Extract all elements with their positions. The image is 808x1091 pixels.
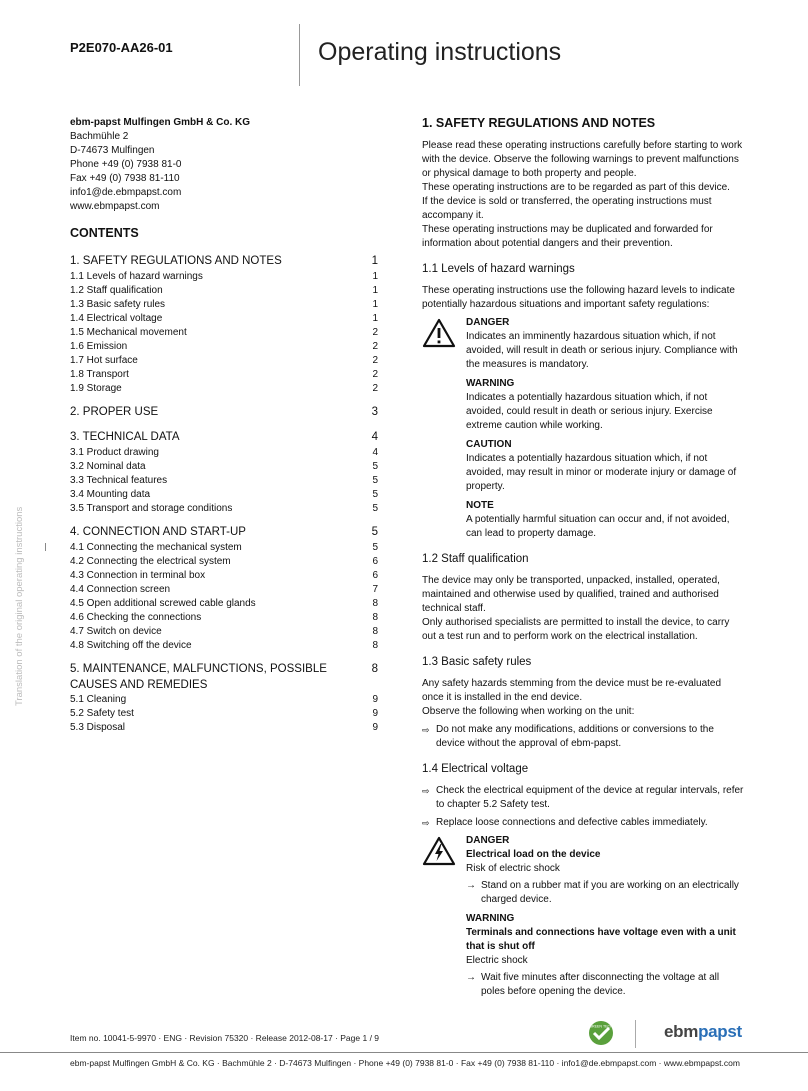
toc-page: 1 — [372, 285, 378, 296]
toc-page: 6 — [372, 570, 378, 581]
paragraph: These operating instructions may be duplicated and forwarded for information about potential dangers and their prevention. — [422, 224, 713, 249]
toc-page: 1 — [372, 271, 378, 282]
toc-item[interactable] — [70, 707, 378, 721]
toc-item[interactable] — [70, 488, 378, 502]
bullet-text: Do not make any modifications, additions or conversions to the device without the approval of ebm-papst. — [436, 724, 714, 749]
toc-page: 4 — [371, 431, 378, 443]
toc-item-title: 5.1 Cleaning — [70, 694, 127, 705]
header-divider — [299, 24, 300, 86]
toc-page: 8 — [372, 612, 378, 623]
paragraph: The device may only be transported, unpacked, installed, operated, maintained and otherwise used by qualified, trained and authorised technical staff. — [422, 575, 720, 614]
toc-section-title: 2. PROPER USE — [70, 406, 159, 418]
toc-item[interactable] — [70, 340, 378, 354]
toc-page: 9 — [372, 708, 378, 719]
toc-page: 2 — [372, 355, 378, 366]
address-line: Phone +49 (0) 7938 81-0 — [70, 159, 182, 170]
toc-item-title: 4.5 Open additional screwed cable glands — [70, 598, 256, 609]
toc-page: 7 — [372, 584, 378, 595]
toc-page: 5 — [371, 526, 378, 538]
toc-item-title: 3.4 Mounting data — [70, 489, 151, 500]
paragraph: If the device is sold or transferred, the operating instructions must accompany it. — [422, 196, 712, 221]
toc-section[interactable] — [70, 405, 378, 421]
toc-item-title: 5.3 Disposal — [70, 722, 126, 733]
toc-page: 5 — [372, 475, 378, 486]
company-address — [70, 116, 378, 214]
toc-section-title: 3. TECHNICAL DATA — [70, 431, 180, 443]
toc-item-title: 1.8 Transport — [70, 369, 129, 380]
toc-page: 1 — [372, 313, 378, 324]
warning-triangle-icon — [422, 318, 456, 348]
hazard-label-caution: CAUTION — [466, 439, 512, 450]
toc-item[interactable] — [70, 368, 378, 382]
toc-item[interactable] — [70, 693, 378, 707]
toc-item[interactable] — [70, 502, 378, 516]
action-step — [466, 879, 744, 907]
toc-item[interactable] — [70, 611, 378, 625]
logo-divider — [635, 1020, 636, 1048]
right-arrow-icon: → — [466, 880, 476, 891]
ebmpapst-logo[interactable] — [664, 1022, 742, 1042]
toc-item-title: 4.7 Switch on device — [70, 626, 162, 637]
toc-page: 8 — [372, 598, 378, 609]
toc-page: 5 — [372, 461, 378, 472]
toc-page: 5 — [372, 503, 378, 514]
side-mark — [45, 543, 46, 551]
logo-ebm: ebm — [664, 1022, 699, 1041]
toc-page: 8 — [372, 626, 378, 637]
toc-item[interactable] — [70, 460, 378, 474]
action-text: Stand on a rubber mat if you are working on an electrically charged device. — [481, 880, 739, 905]
toc-page: 4 — [372, 447, 378, 458]
toc-item-title: 4.3 Connection in terminal box — [70, 570, 206, 581]
toc-item[interactable] — [70, 555, 378, 569]
toc-item-title: 1.5 Mechanical movement — [70, 327, 187, 338]
subsection-heading: 1.1 Levels of hazard warnings — [422, 263, 575, 275]
bullet-text: Check the electrical equipment of the device at regular intervals, refer to chapter 5.2 Safety test. — [436, 785, 744, 810]
toc-item[interactable] — [70, 625, 378, 639]
toc-section-title: 5. MAINTENANCE, MALFUNCTIONS, POSSIBLE — [70, 663, 327, 675]
paragraph: Observe the following when working on the unit: — [422, 706, 635, 717]
toc-item[interactable] — [70, 597, 378, 611]
action-text: Wait five minutes after disconnecting the voltage at all poles before opening the device. — [481, 972, 720, 997]
toc-item-title: 1.2 Staff qualification — [70, 285, 163, 296]
paragraph: Please read these operating instructions carefully before starting to work with the device. Observe the following warnings to prevent malfunctions or physical damage to both property and people. — [422, 140, 743, 179]
toc-page: 2 — [372, 383, 378, 394]
toc-item-title: 1.9 Storage — [70, 383, 122, 394]
toc — [70, 254, 378, 735]
address-line: Bachmühle 2 — [70, 131, 129, 142]
right-arrow-icon: → — [466, 972, 476, 983]
toc-page: 2 — [372, 341, 378, 352]
hazard-title: Terminals and connections have voltage even with a unit that is shut off — [466, 927, 736, 952]
address-line: www.ebmpapst.com — [70, 201, 160, 212]
footer-divider — [0, 1052, 808, 1053]
hazard-text: Indicates an imminently hazardous situation which, if not avoided, will result in death or serious injury. Compliance with the measures is mandatory. — [466, 331, 738, 370]
toc-item[interactable] — [70, 639, 378, 653]
toc-item[interactable] — [70, 382, 378, 396]
toc-item[interactable] — [70, 354, 378, 368]
hazard-label-note: NOTE — [466, 500, 494, 511]
right-column — [422, 116, 744, 1002]
toc-item-title: 4.4 Connection screen — [70, 584, 171, 595]
hazard-label-warning: WARNING — [466, 913, 515, 924]
toc-item-title: 1.3 Basic safety rules — [70, 299, 166, 310]
toc-section[interactable] — [70, 254, 378, 270]
contents-heading: CONTENTS — [70, 226, 139, 240]
toc-item-title: 5.2 Safety test — [70, 708, 134, 719]
footer-address-line: ebm-papst Mulfingen GmbH & Co. KG · Bachmühle 2 · D-74673 Mulfingen · Phone +49 (0) 7938 81-0 · Fax +49 (0) 7938 81-110 · info1@de.ebmpapst.com · www.ebmpapst.com — [70, 1058, 740, 1068]
electric-shock-icon — [422, 836, 456, 866]
paragraph: These operating instructions use the following hazard levels to indicate potentially hazardous situations and important safety regulations: — [422, 285, 735, 310]
hazard-levels — [466, 316, 744, 541]
toc-section[interactable] — [70, 430, 378, 446]
toc-page: 5 — [372, 542, 378, 553]
toc-page: 1 — [372, 299, 378, 310]
bullet-text: Replace loose connections and defective cables immediately. — [436, 817, 708, 828]
toc-item[interactable] — [70, 446, 378, 460]
arrow-bullet-icon: ⇨ — [422, 818, 430, 828]
toc-page: 1 — [371, 255, 378, 267]
toc-page: 3 — [371, 406, 378, 418]
toc-section-title: 4. CONNECTION AND START-UP — [70, 526, 246, 538]
toc-page: 2 — [372, 369, 378, 380]
bullet-item — [422, 816, 744, 830]
toc-item-title: 3.1 Product drawing — [70, 447, 159, 458]
section-heading: 1. SAFETY REGULATIONS AND NOTES — [422, 116, 656, 130]
toc-page: 8 — [371, 663, 378, 675]
hazard-text: Indicates a potentially hazardous situation which, if not avoided, may result in minor or moderate injury or damage of property. — [466, 453, 737, 492]
address-line: D-74673 Mulfingen — [70, 145, 155, 156]
electrical-hazards — [466, 834, 744, 999]
paragraph: Any safety hazards stemming from the device must be re-evaluated once it is installed in the end device. — [422, 678, 722, 703]
bullet-item — [422, 723, 744, 751]
bullet-item — [422, 784, 744, 812]
toc-item-title: 4.8 Switching off the device — [70, 640, 192, 651]
toc-page: 5 — [372, 489, 378, 500]
hazard-title: Electrical load on the device — [466, 849, 601, 860]
toc-page: 8 — [372, 640, 378, 651]
company-name: ebm-papst Mulfingen GmbH & Co. KG — [70, 117, 250, 128]
toc-page: 9 — [372, 694, 378, 705]
toc-item-title: 4.1 Connecting the mechanical system — [70, 542, 242, 553]
paragraph: These operating instructions are to be regarded as part of this device. — [422, 182, 730, 193]
subsection-heading: 1.2 Staff qualification — [422, 553, 529, 565]
toc-item-title: 3.2 Nominal data — [70, 461, 146, 472]
hazard-text: A potentially harmful situation can occur and, if not avoided, can lead to property damage. — [466, 514, 730, 539]
logo-papst: papst — [698, 1022, 742, 1041]
toc-item-title: 3.3 Technical features — [70, 475, 168, 486]
document-title: Operating instructions — [318, 38, 562, 66]
toc-item[interactable] — [70, 298, 378, 312]
toc-item[interactable] — [70, 312, 378, 326]
left-column — [70, 116, 378, 735]
green-tech-badge-icon — [583, 1019, 619, 1049]
toc-section-title-cont: CAUSES AND REMEDIES — [70, 679, 208, 691]
arrow-bullet-icon: ⇨ — [422, 725, 430, 735]
toc-item[interactable] — [70, 326, 378, 340]
footer-item-line: Item no. 10041-5-9970 · ENG · Revision 75320 · Release 2012-08-17 · Page 1 / 9 — [70, 1033, 380, 1043]
address-line: info1@de.ebmpapst.com — [70, 187, 182, 198]
toc-item-title: 4.6 Checking the connections — [70, 612, 202, 623]
toc-item[interactable] — [70, 583, 378, 597]
model-number: P2E070-AA26-01 — [70, 40, 173, 55]
hazard-label-danger: DANGER — [466, 835, 510, 846]
toc-item-title: 3.5 Transport and storage conditions — [70, 503, 233, 514]
badge-text: GREEN TECH — [589, 1024, 613, 1029]
toc-section[interactable] — [70, 525, 378, 541]
hazard-text: Indicates a potentially hazardous situation which, if not avoided, could result in death or serious injury. Exercise extreme caution while working. — [466, 392, 713, 431]
toc-section-title: 1. SAFETY REGULATIONS AND NOTES — [70, 255, 282, 267]
toc-item[interactable] — [70, 569, 378, 583]
subsection-heading: 1.3 Basic safety rules — [422, 656, 532, 668]
hazard-text: Electric shock — [466, 955, 528, 966]
toc-page: 2 — [372, 327, 378, 338]
hazard-label-danger: DANGER — [466, 317, 510, 328]
toc-item-title: 1.7 Hot surface — [70, 355, 138, 366]
arrow-bullet-icon: ⇨ — [422, 786, 430, 796]
toc-item[interactable] — [70, 721, 378, 735]
toc-item-title: 4.2 Connecting the electrical system — [70, 556, 231, 567]
toc-page: 6 — [372, 556, 378, 567]
toc-item[interactable] — [70, 270, 378, 284]
paragraph: Only authorised specialists are permitted to install the device, to carry out a test run and to perform work on the electrical installation. — [422, 617, 730, 642]
subsection-heading: 1.4 Electrical voltage — [422, 763, 529, 775]
action-step — [466, 971, 744, 999]
toc-item-title: 1.4 Electrical voltage — [70, 313, 163, 324]
hazard-text: Risk of electric shock — [466, 863, 560, 874]
toc-item[interactable] — [70, 284, 378, 298]
address-line: Fax +49 (0) 7938 81-110 — [70, 173, 180, 184]
toc-item[interactable] — [70, 541, 378, 555]
toc-item[interactable] — [70, 474, 378, 488]
hazard-label-warning: WARNING — [466, 378, 515, 389]
toc-item-title: 1.6 Emission — [70, 341, 128, 352]
toc-item-title: 1.1 Levels of hazard warnings — [70, 271, 203, 282]
toc-page: 9 — [372, 722, 378, 733]
side-text: Translation of the original operating instructions — [14, 506, 25, 706]
toc-section[interactable] — [70, 662, 378, 678]
